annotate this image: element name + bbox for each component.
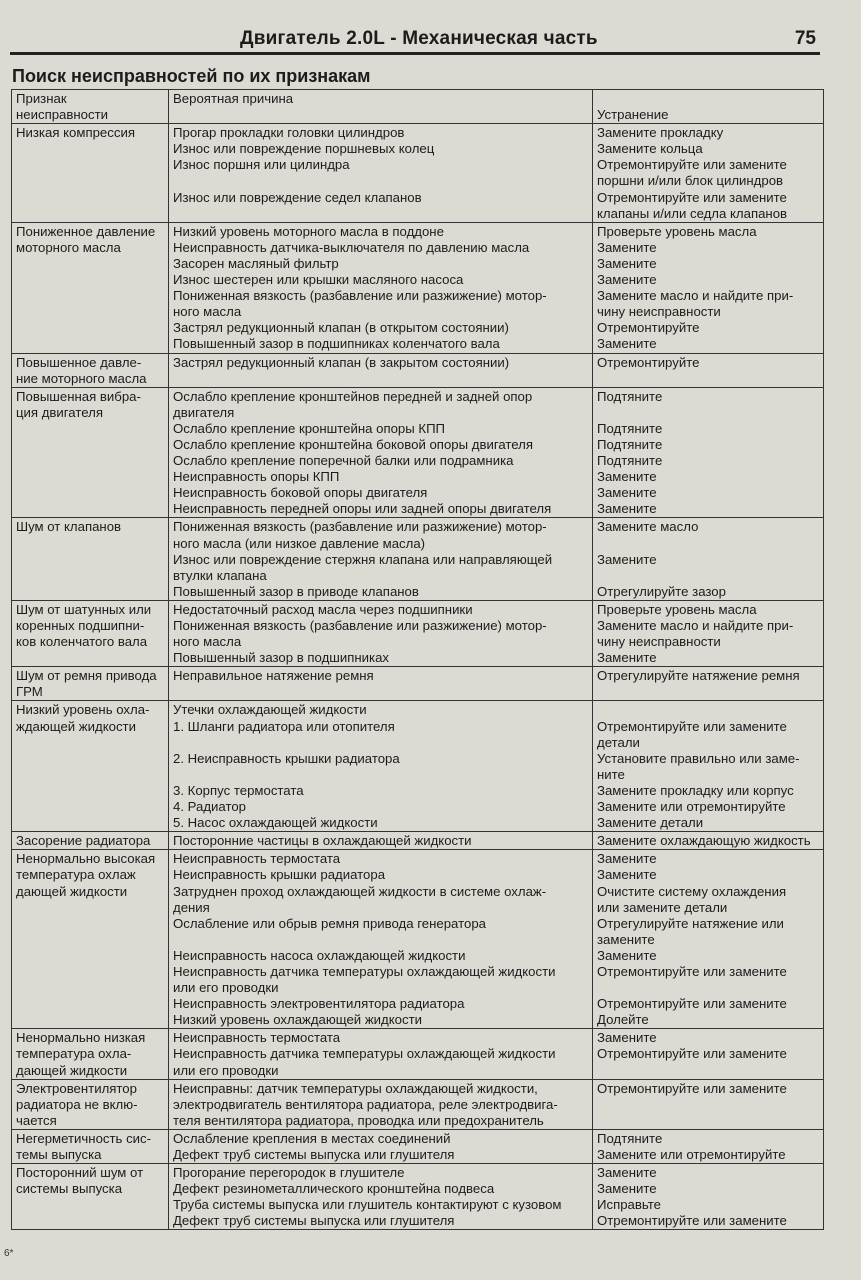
cell-line: Низкий уровень охлаждающей жидкости [173,1012,422,1028]
page-number: 75 [794,28,816,49]
cell-line: Отремонтируйте или замените [597,157,787,173]
cell-line: Ненормально высокая [16,851,156,867]
cell-line: Износ или повреждение стержня клапана или направляющей [173,551,553,567]
cell-line: Пониженная вязкость (разбавление или разжижение) мотор- [173,519,547,535]
remedy-cell [593,1130,824,1163]
cell-line: Отремонтируйте [597,320,700,336]
cell-line [16,157,164,173]
cell-line: Неправильное натяжение ремня [173,668,374,684]
cell-line: Пониженное давление [16,223,156,239]
cell-line [16,767,164,783]
table-row [12,1029,824,1079]
cell-line: Затруднен проход охлаждающей жидкости в системе охлаж- [173,883,547,899]
cell-line: Застрял редукционный клапан (в закрытом состоянии) [173,354,510,370]
remedy-cell [593,388,824,518]
cell-line: Проверьте уровень масла [597,601,757,617]
cell-line: Ослабление или обрыв ремня привода генератора [173,915,486,931]
remedy-cell [593,667,824,700]
cell-line: Подтяните [597,420,663,436]
cell-line: чину неисправности [597,304,721,320]
cell-line: Подтяните [597,453,663,469]
cell-line: Ненормально низкая [16,1030,146,1046]
cell-line: Износ или повреждение седел клапанов [173,189,422,205]
cell-line: ного масла [173,634,242,650]
table-row [12,701,824,832]
symptom-cell [12,850,169,1028]
cell-line: Долейте [597,1012,649,1028]
table-row [12,124,824,223]
signature-mark: 6* [4,1248,14,1259]
cell-line: ция двигателя [16,404,103,420]
cell-line: темы выпуска [16,1147,102,1162]
cell-line [16,783,164,799]
cell-line: ните [597,766,625,782]
cell-line: Очистите систему охлаждения [597,883,787,899]
cell-line: Повышенное давле- [16,354,142,370]
cell-line: ГРМ [16,684,43,700]
cell-line: Замените детали [597,815,704,831]
cell-line: Ослабло крепление кронштейна опоры КПП [173,420,446,436]
cell-line: Повышенный зазор в подшипниках коленчатого вала [173,336,500,352]
cell-line: Замените [597,239,657,255]
cell-line: дающей жидкости [16,1062,128,1078]
cell-line: Проверьте уровень масла [597,223,757,239]
cell-line: 5. Насос охлаждающей жидкости [173,815,378,831]
cell-line [16,437,164,453]
cell-line: Шум от клапанов [16,519,122,535]
cell-line: ние моторного масла [16,370,147,386]
cell-line: Шум от ремня привода [16,668,157,684]
symptom-cell [12,667,169,700]
cell-line: Отремонтируйте или замените [597,963,787,979]
header-line: Устранение [597,107,669,123]
cell-line: поршни и/или блок цилиндров [597,173,784,189]
remedy-cell [593,1080,824,1129]
cause-cell [169,518,593,599]
cell-line: дения [173,899,210,915]
cell-line: радиатора не вклю- [16,1096,138,1112]
cell-line: 1. Шланги радиатора или отопителя [173,718,395,734]
header-symptom [12,90,169,123]
section-title: Поиск неисправностей по их признакам [12,66,371,86]
cell-line [16,751,164,767]
cell-line: дающей жидкости [16,883,128,899]
header-line: неисправности [16,107,109,123]
cell-line: Дефект труб системы выпуска или глушителя [173,1147,455,1162]
cell-line: Застрял редукционный клапан (в открытом состоянии) [173,320,509,336]
cell-line: Замените масло [597,519,699,535]
cell-line [16,996,164,1012]
table-row [12,1164,824,1230]
symptom-cell [12,1080,169,1129]
cell-line [16,916,164,932]
cell-line: 4. Радиатор [173,799,247,815]
cell-line: Труба системы выпуска или глушитель контактируют с кузовом [173,1197,562,1213]
table-row [12,1080,824,1130]
cell-line: Неисправность датчика температуры охлаждающей жидкости [173,1046,556,1062]
cell-line: Ослабление крепления в местах соединений [173,1130,451,1146]
cell-line: Неисправность крышки радиатора [173,867,386,883]
cell-line [16,815,164,831]
cell-line: Замените прокладку [597,125,724,141]
remedy-cell [593,124,824,222]
cell-line: или его проводки [173,980,279,996]
cell-line: Замените или отремонтируйте [597,1147,786,1162]
cell-line [597,568,819,584]
cell-line: Замените [597,551,657,567]
cell-line [16,1197,164,1213]
cell-line: Замените [597,336,657,352]
table-row [12,832,824,850]
symptom-cell [12,832,169,849]
cell-line [173,932,588,948]
cell-line: Замените [597,867,657,883]
cell-line [16,173,164,189]
cell-line: Замените [597,851,657,867]
symptom-cell [12,1029,169,1078]
cell-line: Посторонний шум от [16,1165,144,1181]
cell-line: Повышенная вибра- [16,388,141,404]
cell-line: Низкий уровень моторного масла в поддоне [173,223,444,239]
cell-line: Прогорание перегородок в глушителе [173,1165,405,1181]
cause-cell [169,1164,593,1229]
symptom-cell [12,354,169,387]
remedy-cell [593,1164,824,1229]
cell-line: чину неисправности [597,634,721,650]
cell-line [597,980,819,996]
cell-line: Пониженная вязкость (разбавление или разжижение) мотор- [173,618,547,633]
header-line: Признак [16,91,67,106]
cell-line [16,735,164,751]
cell-line: Замените [597,1181,657,1197]
cell-line: Повышенный зазор в подшипниках [173,650,390,666]
cell-line [16,453,164,469]
table-row [12,354,824,388]
cell-line: Отремонтируйте или замените [597,1213,787,1229]
cell-line: коренных подшипни- [16,618,145,633]
table-row [12,850,824,1029]
cell-line: Исправьте [597,1197,661,1213]
cell-line [16,256,164,272]
cell-line: Посторонние частицы в охлаждающей жидкости [173,833,472,849]
cell-line: 2. Неисправность крышки радиатора [173,750,400,766]
cell-line [16,536,164,552]
symptom-cell [12,388,169,518]
cell-line: Отремонтируйте или замените [597,1046,787,1062]
cell-line: Неисправность боковой опоры двигателя [173,485,428,501]
cell-line: Отремонтируйте или замените [597,189,787,205]
cell-line: Замените [597,1030,657,1046]
cell-line: Замените масло и найдите при- [597,618,794,633]
cell-line [16,1213,164,1229]
cell-line: Износ шестерен или крышки масляного насоса [173,272,464,288]
cell-line [597,1113,819,1129]
cell-line: или замените детали [597,899,728,915]
cell-line [16,552,164,568]
cell-line [16,501,164,517]
symptom-cell [12,223,169,353]
cell-line: ков коленчатого вала [16,634,148,650]
cell-line [16,568,164,584]
cell-line: Установите правильно или заме- [597,750,800,766]
cell-line: Низкий уровень охла- [16,702,150,718]
cell-line: температура охлаж [16,867,136,883]
table-header-row [12,90,824,124]
cell-line: Замените [597,501,657,517]
cell-line: Неисправность термостата [173,851,341,867]
cell-line: Ослабло крепление поперечной балки или подрамника [173,453,514,469]
cell-line [16,469,164,485]
cell-line: Пониженная вязкость (разбавление или разжижение) мотор- [173,288,547,304]
cell-line: Повышенный зазор в приводе клапанов [173,583,419,599]
cell-line: Отрегулируйте натяжение или [597,915,784,931]
cell-line [16,288,164,304]
cause-cell [169,850,593,1028]
cause-cell [169,388,593,518]
cell-line [597,371,819,387]
cause-cell [169,601,593,666]
cell-line: Утечки охлаждающей жидкости [173,702,367,718]
cause-cell [169,1130,593,1163]
cell-line [16,650,164,666]
cell-line: Низкая компрессия [16,125,135,141]
remedy-cell [593,701,824,831]
cell-line: Недостаточный расход масла через подшипники [173,601,473,617]
cell-line: Замените [597,1165,657,1181]
symptom-cell [12,1164,169,1229]
symptom-cell [12,601,169,666]
cell-line [597,536,819,552]
cell-line: температура охла- [16,1046,132,1062]
cell-line: Отрегулируйте зазор [597,583,726,599]
cell-line: детали [597,734,640,750]
cell-line: Замените охлаждающую жидкость [597,833,811,849]
cell-line [173,767,588,783]
table-row [12,667,824,701]
cell-line [597,405,819,421]
cell-line [16,584,164,600]
cell-line: Неисправность датчика-выключателя по давлению масла [173,239,530,255]
remedy-cell [593,832,824,849]
cause-cell [169,667,593,700]
table-row [12,1130,824,1164]
remedy-cell [593,601,824,666]
cell-line [16,304,164,320]
cell-line [173,206,588,222]
cell-line: ного масла [173,304,242,320]
cell-line: Засорен масляный фильтр [173,255,339,271]
cell-line: Замените [597,272,657,288]
cell-line: Ослабло крепление кронштейнов передней и задней опор [173,388,533,404]
cell-line: замените [597,931,655,947]
cell-line: двигателя [173,404,235,420]
cell-line [16,964,164,980]
cell-line: Неисправность электровентилятора радиатора [173,996,465,1012]
cell-line [16,190,164,206]
header-line: Вероятная причина [173,91,294,106]
cell-line: Замените [597,485,657,501]
cell-line: ного масла (или низкое давление масла) [173,535,426,551]
cell-line: Неисправность передней опоры или задней опоры двигателя [173,501,552,517]
cause-cell [169,223,593,353]
cell-line: Отремонтируйте или замените [597,1080,787,1096]
cell-line: втулки клапана [173,567,267,583]
header-line [597,91,819,107]
cell-line: Подтяните [597,388,663,404]
cell-line [597,702,819,718]
cell-line [173,735,588,751]
cell-line: Отремонтируйте [597,354,700,370]
cell-line [16,980,164,996]
cell-line: ждающей жидкости [16,718,136,734]
cell-line: клапаны и/или седла клапанов [597,205,788,221]
cell-line [16,1012,164,1028]
cell-line [16,932,164,948]
cell-line: Замените масло и найдите при- [597,288,794,304]
cell-line: Дефект труб системы выпуска или глушителя [173,1213,455,1229]
cell-line [16,900,164,916]
chapter-title: Двигатель 2.0L - Механическая часть [240,28,598,49]
cell-line [597,1063,819,1079]
troubleshooting-table [11,89,824,1230]
cell-line: Износ или повреждение поршневых колец [173,141,435,157]
cause-cell [169,832,593,849]
table-row [12,601,824,667]
cell-line: Негерметичность сис- [16,1130,152,1146]
cell-line: чается [16,1112,57,1128]
cell-line: Замените [597,469,657,485]
cell-line [16,485,164,501]
cell-line: Замените [597,947,657,963]
remedy-cell [593,223,824,353]
cell-line: Замените [597,255,657,271]
cell-line: Отрегулируйте натяжение ремня [597,668,800,684]
cell-line [16,948,164,964]
remedy-cell [593,1029,824,1078]
cell-line: Подтяните [597,1130,663,1146]
cell-line: моторного масла [16,239,121,255]
remedy-cell [593,354,824,387]
header-line [173,107,588,123]
cause-cell [169,354,593,387]
cell-line [173,371,588,387]
cell-line: Ослабло крепление кронштейна боковой опоры двигателя [173,436,534,452]
cell-line [16,336,164,352]
cause-cell [169,124,593,222]
remedy-cell [593,850,824,1028]
cell-line: Замените или отремонтируйте [597,799,786,815]
cell-line: Электровентилятор [16,1080,137,1096]
cell-line: Отремонтируйте или замените [597,996,787,1012]
cell-line [173,684,588,700]
cell-line [16,799,164,815]
cell-line [16,141,164,157]
cell-line: Неисправность термостата [173,1030,341,1046]
cell-line: Замените [597,650,657,666]
cell-line: Неисправны: датчик температуры охлаждающей жидкости, [173,1080,538,1096]
cell-line: Неисправность насоса охлаждающей жидкости [173,947,466,963]
page-header [10,28,820,55]
table-row [12,388,824,519]
cell-line: электродвигатель вентилятора радиатора, реле электродвига- [173,1096,558,1112]
cell-line [16,421,164,437]
cell-line: системы выпуска [16,1181,123,1197]
cell-line: Подтяните [597,436,663,452]
cell-line [16,320,164,336]
cell-line: Замените кольца [597,141,703,157]
cell-line [16,272,164,288]
cell-line: 3. Корпус термостата [173,782,304,798]
cell-line: Неисправность опоры КПП [173,469,340,485]
cell-line [173,173,588,189]
cell-line: Замените прокладку или корпус [597,782,794,798]
table-row [12,223,824,354]
cell-line: Дефект резинометаллического кронштейна подвеса [173,1181,495,1197]
cell-line: Отремонтируйте или замените [597,718,787,734]
cell-line: Неисправность датчика температуры охлаждающей жидкости [173,963,556,979]
table-row [12,518,824,600]
cell-line: теля вентилятора радиатора, проводка или предохранитель [173,1112,544,1128]
header-remedy [593,90,824,123]
cause-cell [169,1080,593,1129]
header-cause [169,90,593,123]
cell-line: Шум от шатунных или [16,601,152,617]
symptom-cell [12,124,169,222]
remedy-cell [593,518,824,599]
cell-line: Прогар прокладки головки цилиндров [173,125,405,141]
cause-cell [169,701,593,831]
symptom-cell [12,518,169,599]
cell-line [597,1097,819,1113]
symptom-cell [12,701,169,831]
cell-line: или его проводки [173,1062,279,1078]
cell-line [597,684,819,700]
cell-line: Износ поршня или цилиндра [173,157,350,173]
cell-line: Засорение радиатора [16,833,151,849]
cause-cell [169,1029,593,1078]
symptom-cell [12,1130,169,1163]
